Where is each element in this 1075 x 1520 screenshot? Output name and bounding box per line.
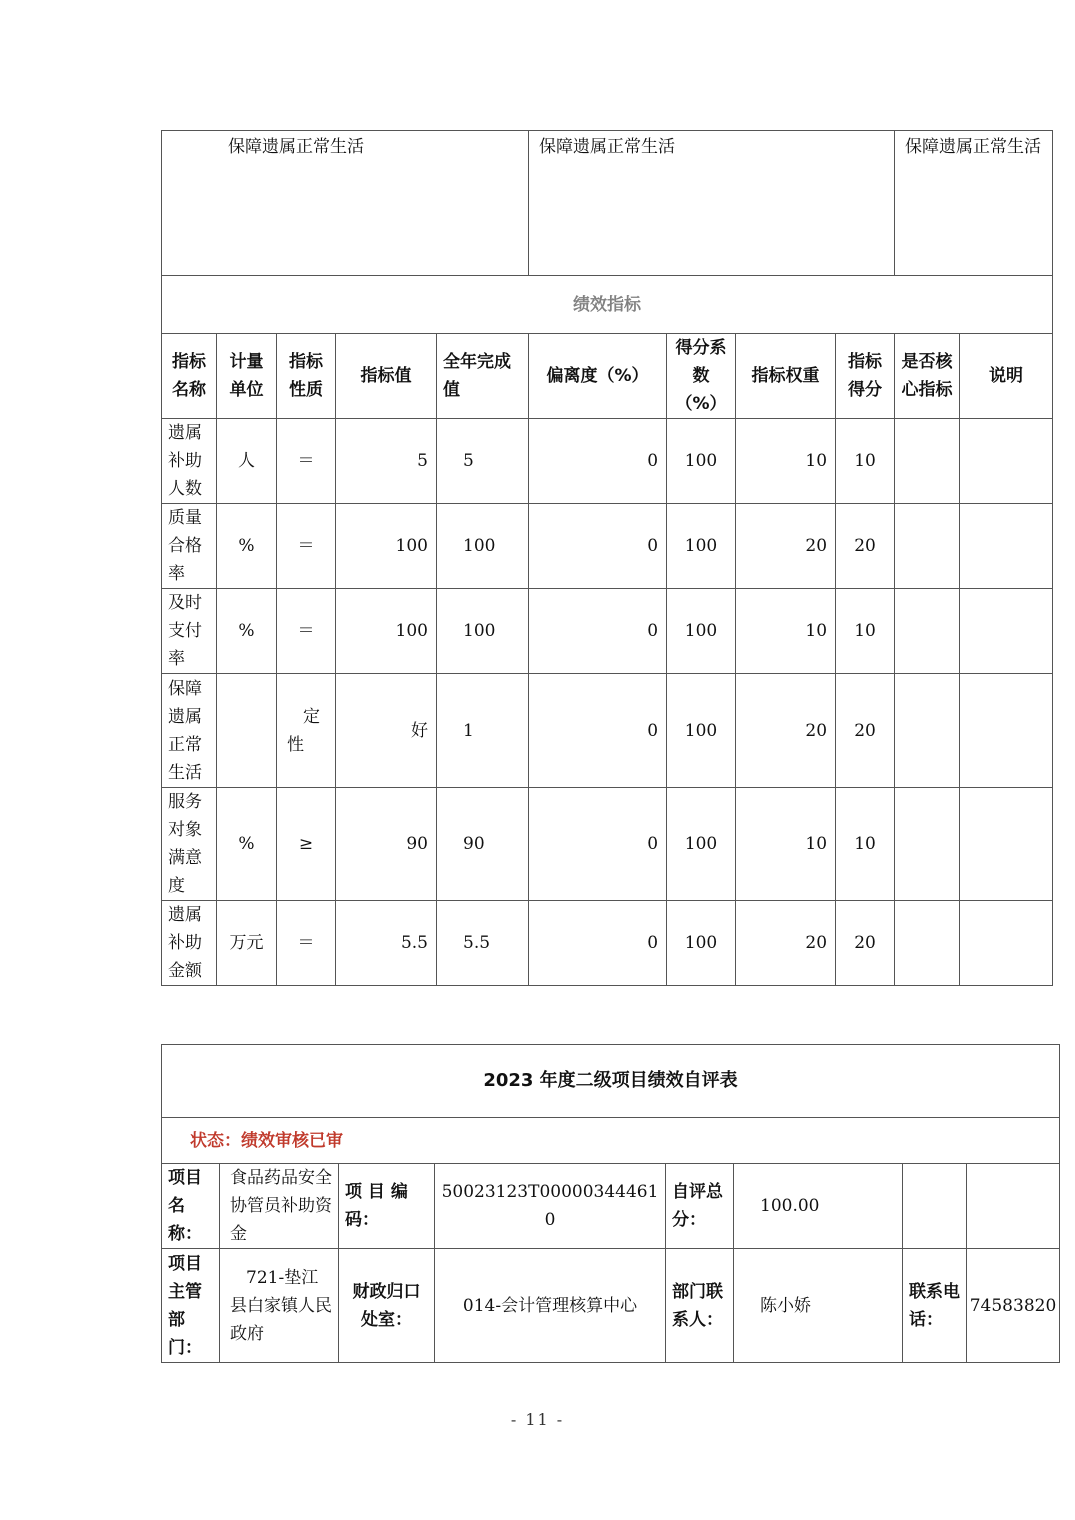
header-core: 是否核心指标 xyxy=(895,334,960,419)
header-score: 指标得分 xyxy=(836,334,895,419)
cell-indicator-name: 服务对象满意度 xyxy=(162,788,217,901)
self-eval-form xyxy=(161,1044,1060,1363)
perf-row xyxy=(162,504,1053,589)
dept-label: 项目主管部门： xyxy=(162,1249,220,1363)
cell-core xyxy=(895,901,960,986)
cell-indicator-name: 保障遗属正常生活 xyxy=(162,674,217,788)
cell-core xyxy=(895,674,960,788)
cell-core xyxy=(895,419,960,504)
header-unit: 计量单位 xyxy=(217,334,277,419)
cell-unit: % xyxy=(217,589,277,674)
cell-indicator-value: 100 xyxy=(336,589,437,674)
cell-deviation: 0 xyxy=(529,674,667,788)
cell-note xyxy=(960,419,1053,504)
cell-weight: 20 xyxy=(736,674,836,788)
perf-header-row xyxy=(162,334,1053,419)
phone-label: 联系电话： xyxy=(903,1249,967,1363)
cell-deviation: 0 xyxy=(529,788,667,901)
score-label: 自评总分： xyxy=(666,1164,734,1249)
performance-table xyxy=(161,130,1053,986)
cell-indicator-name: 及时支付率 xyxy=(162,589,217,674)
cell-note xyxy=(960,589,1053,674)
objective-text-1: 保障遗属正常生活 xyxy=(228,137,364,157)
cell-note xyxy=(960,788,1053,901)
perf-row xyxy=(162,419,1053,504)
objective-text-2: 保障遗属正常生活 xyxy=(539,137,676,157)
project-name-value: 食品药品安全协管员补助资金 xyxy=(220,1164,339,1249)
form-title: 2023 年度二级项目绩效自评表 xyxy=(162,1045,1060,1118)
dept-value: 721-垫江县白家镇人民政府 xyxy=(220,1249,339,1363)
cell-weight: 20 xyxy=(736,504,836,589)
cell-score: 20 xyxy=(836,504,895,589)
cell-indicator-value: 5.5 xyxy=(336,901,437,986)
header-coef: 得分系数（%） xyxy=(667,334,736,419)
cell-nature: ＝ xyxy=(277,901,336,986)
cell-weight: 10 xyxy=(736,589,836,674)
cell-coef: 100 xyxy=(667,901,736,986)
code-value: 50023123T000003444610 xyxy=(435,1164,666,1249)
cell-score: 20 xyxy=(836,674,895,788)
cell-coef: 100 xyxy=(667,419,736,504)
perf-row xyxy=(162,589,1053,674)
cell-indicator-name: 遗属补助人数 xyxy=(162,419,217,504)
header-value: 指标值 xyxy=(336,334,437,419)
header-indicator-name: 指标名称 xyxy=(162,334,217,419)
cell-coef: 100 xyxy=(667,504,736,589)
cell-done-value: 5 xyxy=(437,419,529,504)
page-number: - 11 - xyxy=(510,1410,565,1429)
empty-cell-1 xyxy=(903,1164,967,1249)
perf-section-title: 绩效指标 xyxy=(162,276,1053,334)
header-deviation: 偏离度（%） xyxy=(529,334,667,419)
cell-indicator-value: 100 xyxy=(336,504,437,589)
contact-value: 陈小娇 xyxy=(734,1249,903,1363)
cell-deviation: 0 xyxy=(529,504,667,589)
cell-deviation: 0 xyxy=(529,589,667,674)
header-note: 说明 xyxy=(960,334,1053,419)
cell-unit xyxy=(217,674,277,788)
objective-text-3: 保障遗属正常生活 xyxy=(905,137,1042,157)
cell-core xyxy=(895,589,960,674)
cell-note xyxy=(960,674,1053,788)
cell-score: 10 xyxy=(836,589,895,674)
cell-done-value: 1 xyxy=(437,674,529,788)
cell-coef: 100 xyxy=(667,674,736,788)
cell-score: 20 xyxy=(836,901,895,986)
score-value: 100.00 xyxy=(734,1164,903,1249)
header-weight: 指标权重 xyxy=(736,334,836,419)
cell-weight: 20 xyxy=(736,901,836,986)
cell-coef: 100 xyxy=(667,589,736,674)
objective-cell-1 xyxy=(162,131,529,276)
finance-value: 014-会计管理核算中心 xyxy=(435,1249,666,1363)
cell-unit: % xyxy=(217,504,277,589)
phone-value: 74583820 xyxy=(967,1249,1060,1363)
cell-core xyxy=(895,504,960,589)
project-name-label: 项目名称： xyxy=(162,1164,220,1249)
perf-row xyxy=(162,901,1053,986)
cell-weight: 10 xyxy=(736,788,836,901)
code-label: 项 目 编码： xyxy=(339,1164,435,1249)
status-text: 状态：绩效审核已审 xyxy=(162,1118,1060,1164)
perf-body xyxy=(162,419,1053,986)
cell-indicator-value: 90 xyxy=(336,788,437,901)
cell-indicator-value: 5 xyxy=(336,419,437,504)
cell-done-value: 100 xyxy=(437,504,529,589)
empty-cell-2 xyxy=(967,1164,1060,1249)
header-done: 全年完成值 xyxy=(437,334,529,419)
header-nature: 指标性质 xyxy=(277,334,336,419)
cell-note xyxy=(960,901,1053,986)
cell-score: 10 xyxy=(836,419,895,504)
cell-deviation: 0 xyxy=(529,419,667,504)
cell-coef: 100 xyxy=(667,788,736,901)
cell-weight: 10 xyxy=(736,419,836,504)
objective-cell-2 xyxy=(529,131,895,276)
cell-unit: % xyxy=(217,788,277,901)
cell-nature: ＝ xyxy=(277,504,336,589)
cell-score: 10 xyxy=(836,788,895,901)
perf-row xyxy=(162,788,1053,901)
cell-note xyxy=(960,504,1053,589)
cell-nature: ＝ xyxy=(277,419,336,504)
cell-nature: ≥ xyxy=(277,788,336,901)
cell-deviation: 0 xyxy=(529,901,667,986)
cell-unit: 万元 xyxy=(217,901,277,986)
cell-indicator-name: 遗属补助金额 xyxy=(162,901,217,986)
finance-label: 财政归口处室： xyxy=(339,1249,435,1363)
cell-nature: ＝ xyxy=(277,589,336,674)
cell-indicator-name: 质量合格率 xyxy=(162,504,217,589)
cell-done-value: 100 xyxy=(437,589,529,674)
cell-indicator-value: 好 xyxy=(336,674,437,788)
perf-row xyxy=(162,674,1053,788)
contact-label: 部门联系人： xyxy=(666,1249,734,1363)
cell-done-value: 90 xyxy=(437,788,529,901)
cell-done-value: 5.5 xyxy=(437,901,529,986)
cell-nature: 定性 xyxy=(277,674,336,788)
cell-unit: 人 xyxy=(217,419,277,504)
cell-core xyxy=(895,788,960,901)
objective-cell-3 xyxy=(895,131,1053,276)
